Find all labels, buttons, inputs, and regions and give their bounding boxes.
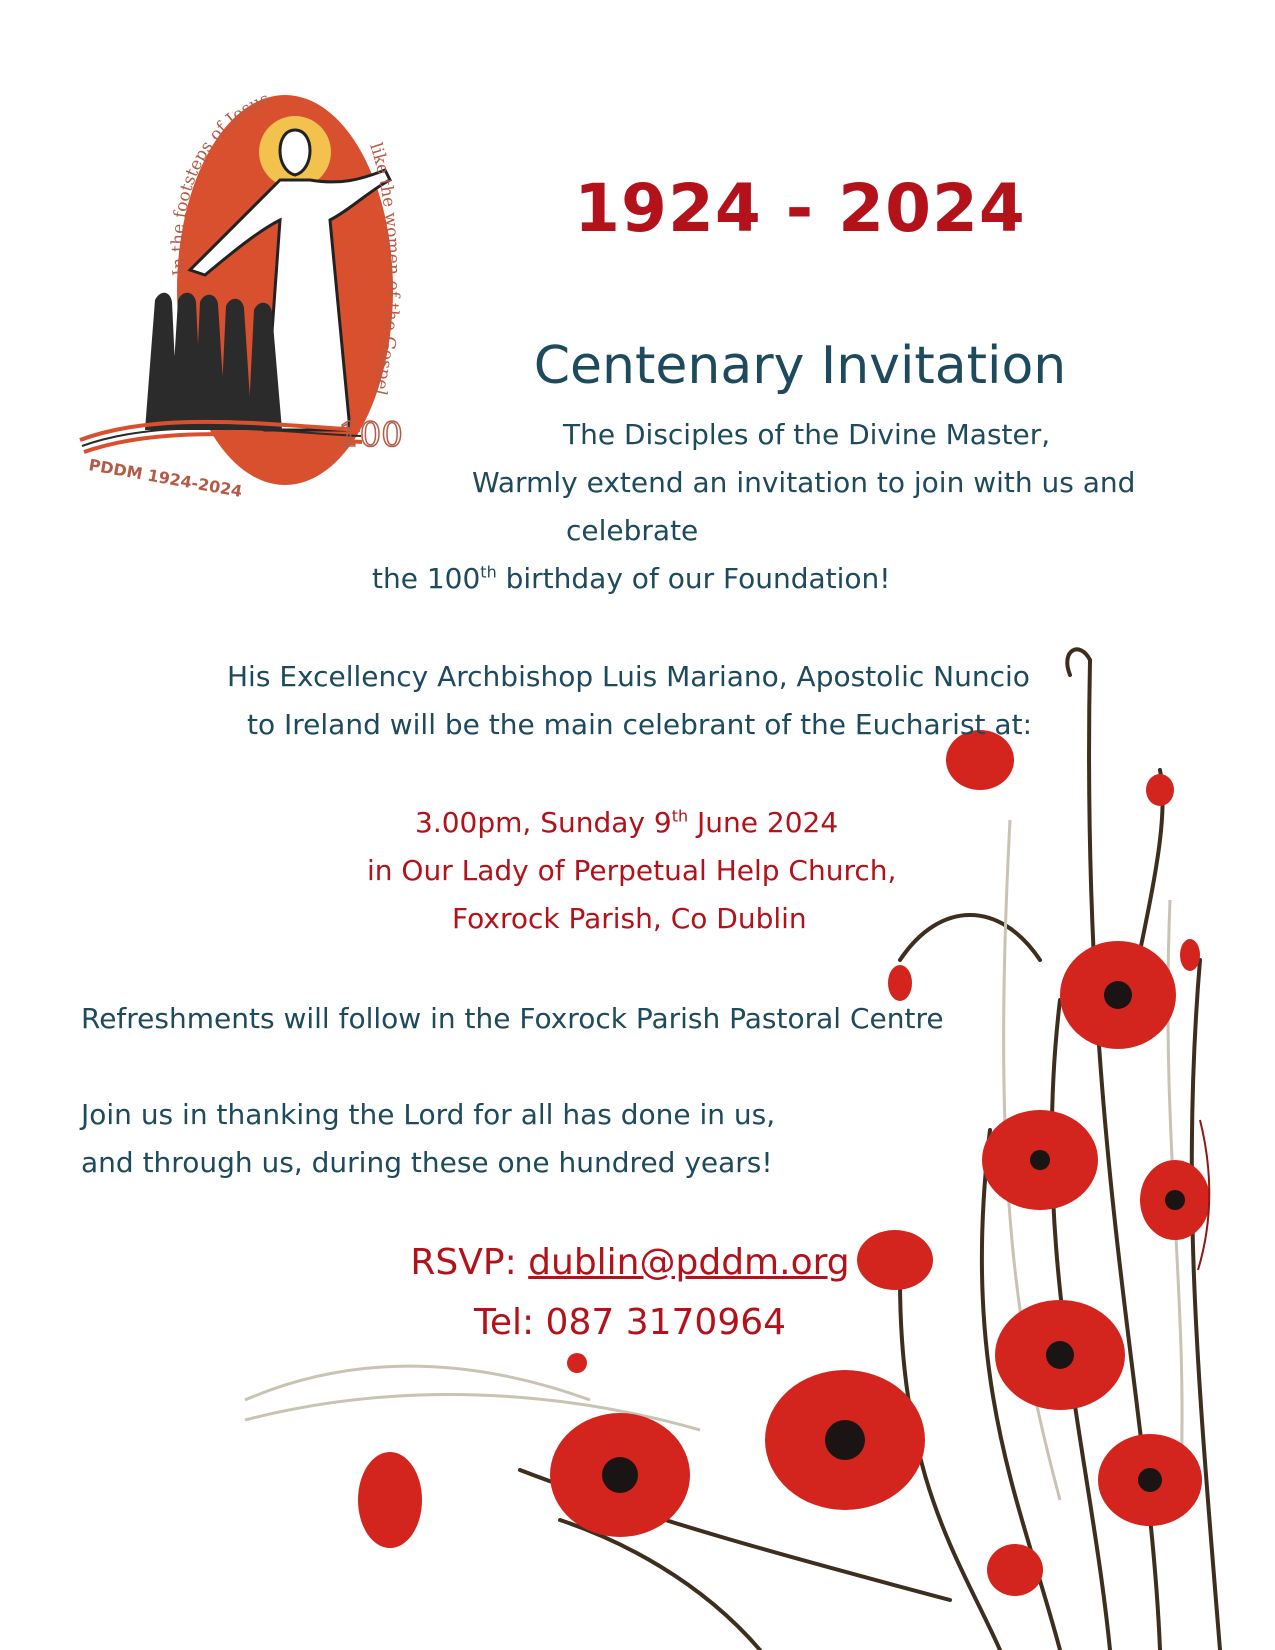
event-time-sup: th [671, 806, 689, 826]
rsvp-label: RSVP: [410, 1242, 529, 1283]
intro-line-2: Warmly extend an invitation to join with us and [472, 466, 1136, 499]
thanks-line-2: and through us, during these one hundred years! [81, 1146, 773, 1179]
intro-line-1: The Disciples of the Divine Master, [563, 418, 1051, 451]
celebrant-line-1: His Excellency Archbishop Luis Mariano, Apostolic Nuncio [227, 660, 1030, 693]
intro-line-4-sup: th [480, 562, 497, 582]
event-venue-2: Foxrock Parish, Co Dublin [452, 902, 807, 935]
celebrant-line-2: to Ireland will be the main celebrant of the Eucharist at: [247, 708, 1032, 741]
event-venue-1: in Our Lady of Perpetual Help Church, [367, 854, 897, 887]
logo-arc-right-text: like the women of the Gospel [365, 140, 404, 397]
intro-line-3: celebrate [566, 514, 699, 547]
event-time-after: June 2024 [688, 806, 839, 839]
centenary-years: 1924 - 2024 [574, 170, 1026, 247]
logo-arc-left-text: In the footsteps of Jesus [168, 88, 273, 277]
intro-line-4-after: birthday of our Foundation! [496, 562, 891, 595]
intro-line-4-before: the 100 [372, 562, 481, 595]
rsvp-line [300, 1242, 960, 1283]
event-time-before: 3.00pm, Sunday 9 [415, 806, 672, 839]
rsvp-email-link[interactable]: dublin@pddm.org [528, 1242, 850, 1283]
page-title: Centenary Invitation [533, 336, 1067, 396]
refreshments-text: Refreshments will follow in the Foxrock Parish Pastoral Centre [81, 1002, 944, 1035]
rsvp-telephone: Tel: 087 3170964 [473, 1302, 787, 1343]
pddm-logo [70, 70, 410, 510]
thanks-line-1: Join us in thanking the Lord for all has done in us, [81, 1098, 776, 1131]
intro-line-4 [372, 562, 891, 595]
event-time [415, 806, 838, 839]
logo-number-text: 100 [338, 415, 403, 455]
logo-ribbon-text: PDDM 1924-2024 [87, 455, 244, 501]
